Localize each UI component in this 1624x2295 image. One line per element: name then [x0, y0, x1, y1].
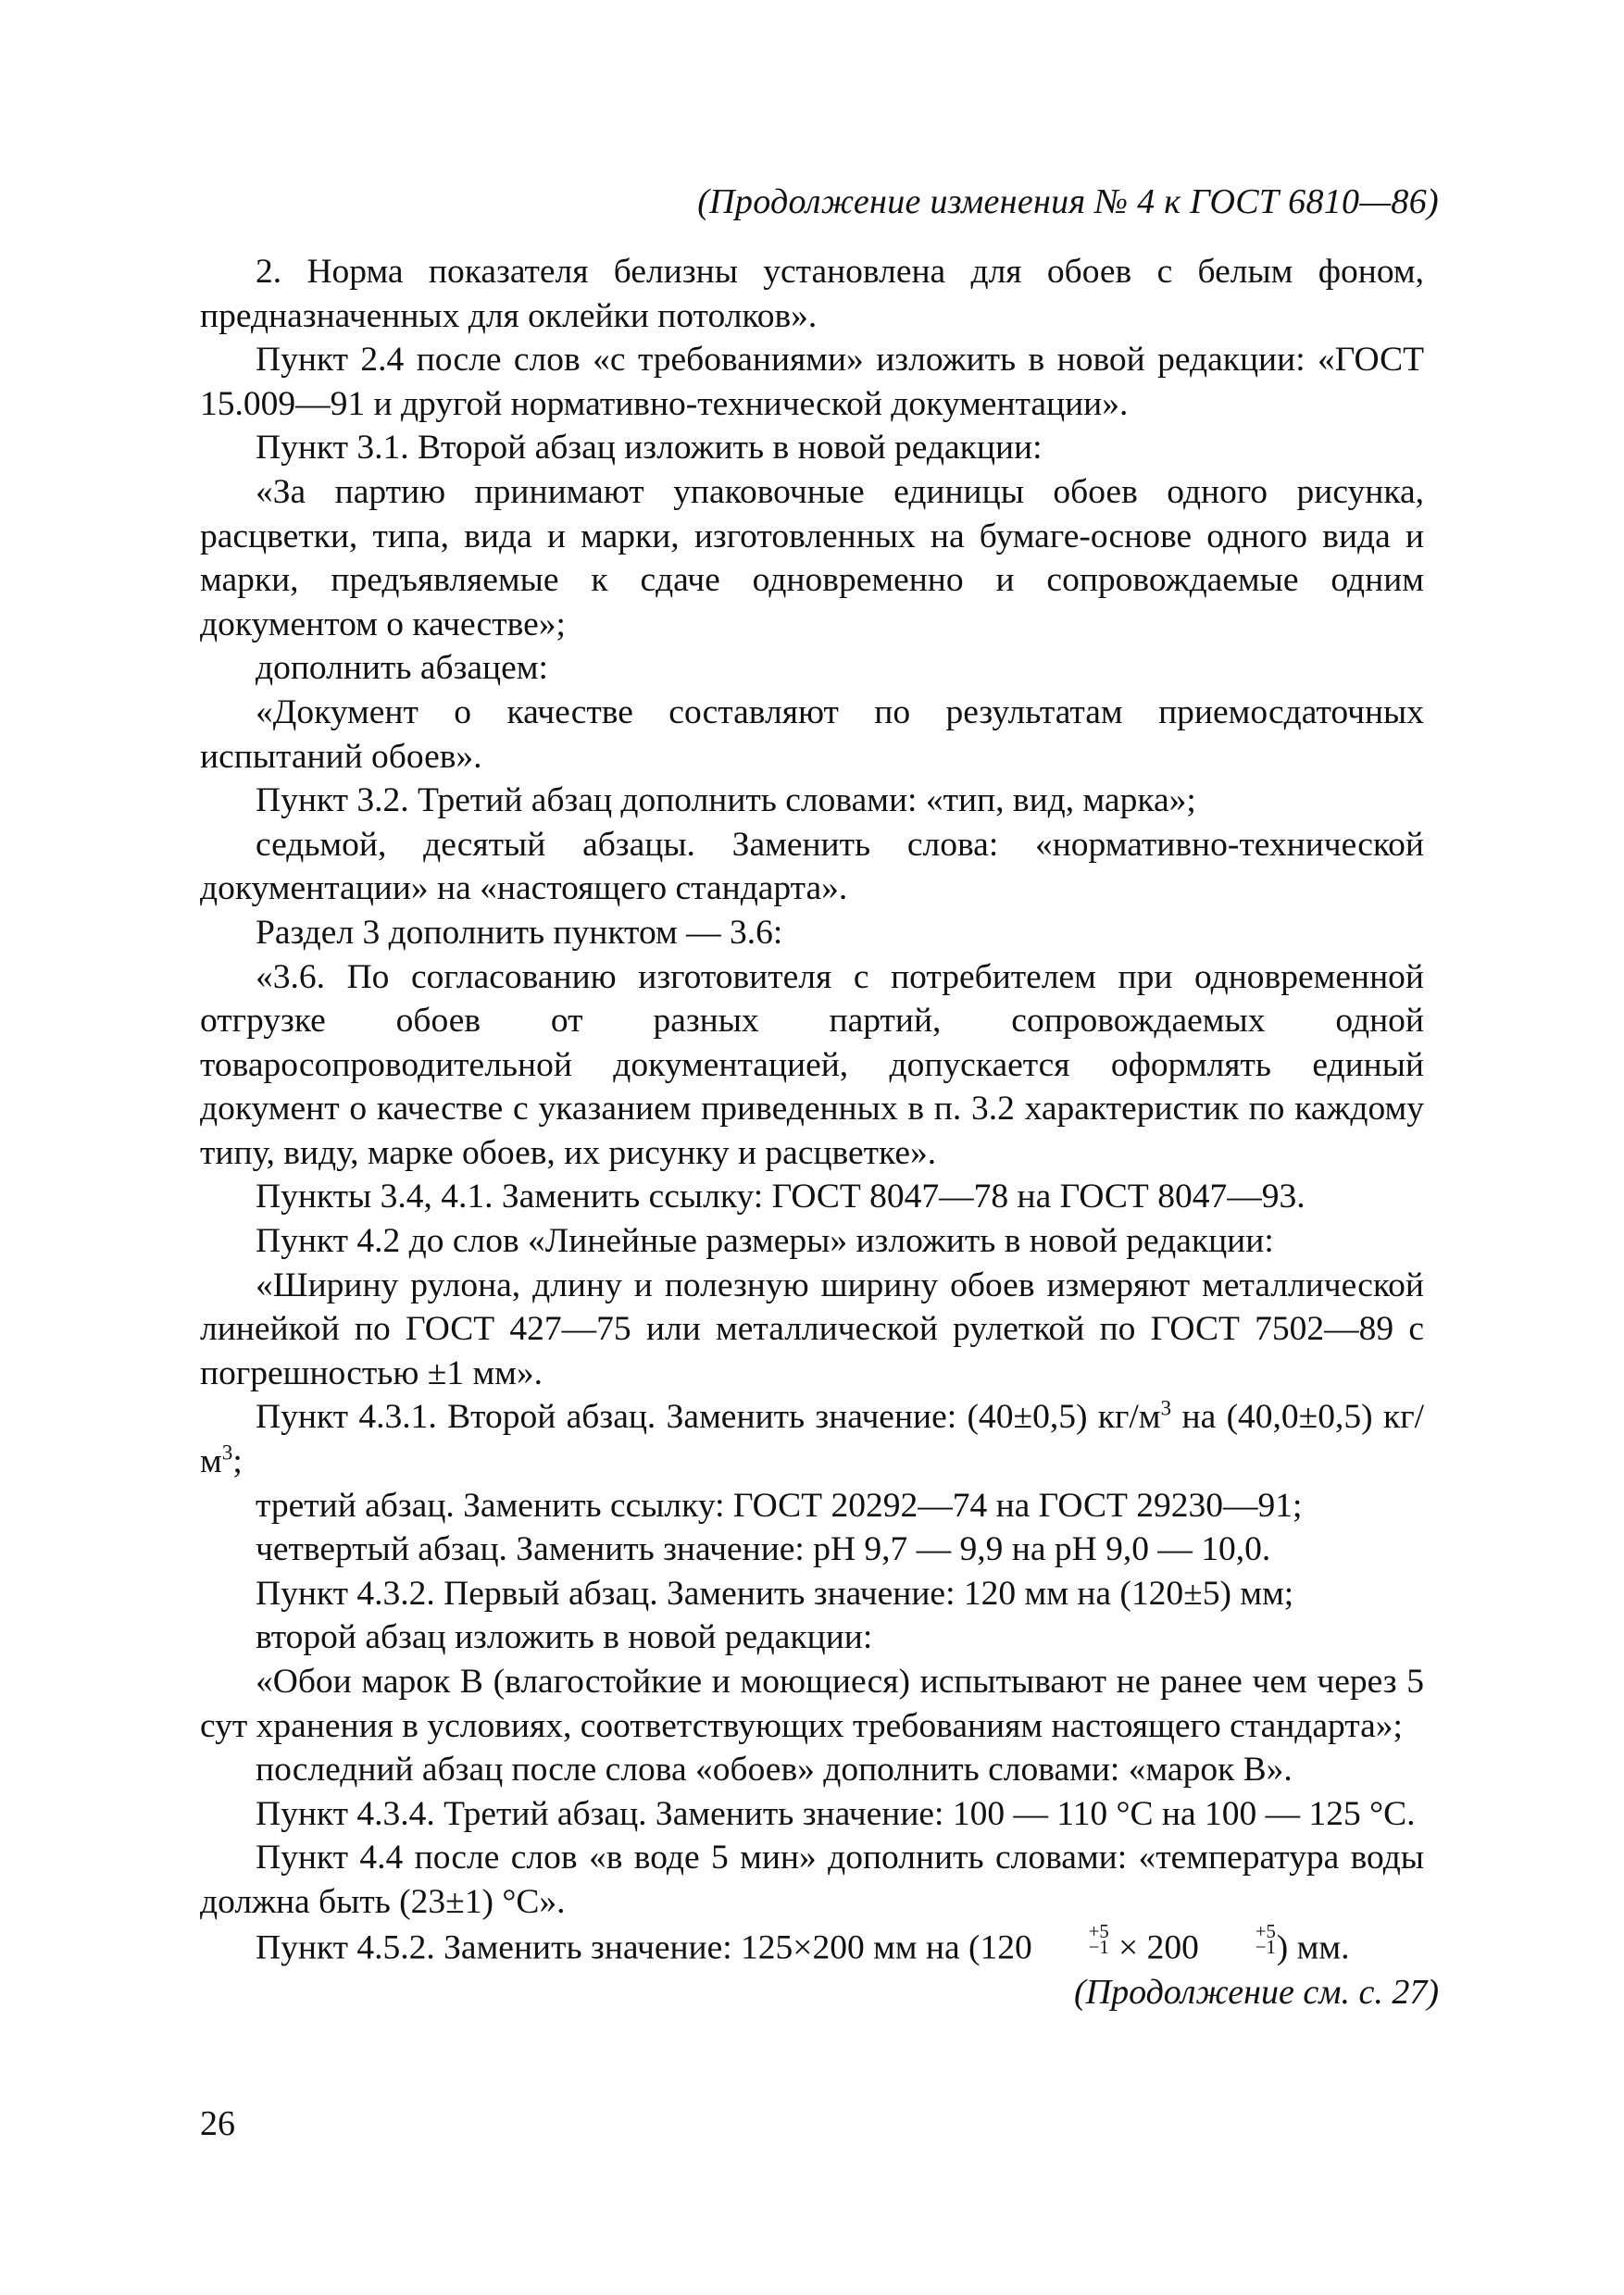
paragraph: «Обои марок В (влагостойкие и моющиеся) испытывают не ранее чем через 5 сут хранения в условиях, соответствующих требованиям настоящего стандарта»;: [200, 1663, 1424, 1745]
paragraph: Пункты 3.4, 4.1. Заменить ссылку: ГОСТ 8047—78 на ГОСТ 8047—93.: [256, 1178, 1305, 1216]
tolerance: [1033, 1921, 1109, 1959]
paragraph: «Ширину рулона, длину и полезную ширину обоев измеряют металлической линейкой по ГОСТ 427—75 или металлической рулеткой по ГОСТ 7502—89 с погрешностью ±1 мм».: [200, 1266, 1424, 1392]
paragraph-text: ) мм.: [1276, 1928, 1350, 1967]
paragraph: дополнить абзацем:: [256, 649, 548, 688]
tolerance-lower: −1: [1255, 1938, 1276, 1959]
paragraph: Пункт 2.4 после слов «с требованиями» изложить в новой редакции: «ГОСТ 15.009—91 и другой нормативно-технической документации».: [200, 341, 1424, 423]
paragraph-text: × 200: [1109, 1928, 1199, 1967]
paragraph-text: на (40,0±0,5) кг/м: [200, 1398, 1424, 1481]
paragraph: последний абзац после слова «обоев» дополнить словами: «марок В».: [256, 1751, 1293, 1790]
paragraph: седьмой, десятый абзацы. Заменить слова: «нормативно-технической документации» на «настоящего стандарта».: [200, 825, 1424, 908]
paragraph: 2. Норма показателя белизны установлена для обоев с белым фоном, предназначенных для оклейки потолков».: [200, 253, 1424, 335]
tolerance-upper: +5: [1255, 1921, 1276, 1942]
tolerance-upper: +5: [1088, 1921, 1109, 1942]
paragraph: Пункт 3.1. Второй абзац изложить в новой редакции:: [256, 429, 1043, 468]
paragraph: четвертый абзац. Заменить значение: pH 9,7 — 9,9 на pH 9,0 — 10,0.: [256, 1530, 1271, 1569]
paragraph: Пункт 4.4 после слов «в воде 5 мин» дополнить словами: «температура воды должна быть (23±1) °С».: [200, 1839, 1424, 1921]
document-body: [200, 250, 1424, 1970]
paragraph-dimensions: [200, 1921, 1424, 1970]
paragraph-text: ;: [232, 1442, 243, 1481]
paragraph-text: Пункт 4.5.2. Заменить значение: 125×200 мм на (120: [256, 1928, 1032, 1967]
paragraph: «Документ о качестве составляют по результатам приемосдаточных испытаний обоев».: [200, 692, 1424, 776]
paragraph-text: Пункт 4.3.1. Второй абзац. Заменить значение: (40±0,5) кг/м: [256, 1398, 1161, 1437]
superscript: 3: [221, 1441, 233, 1466]
paragraph: Раздел 3 дополнить пунктом — 3.6:: [256, 913, 783, 952]
paragraph: второй абзац изложить в новой редакции:: [256, 1618, 873, 1657]
paragraph-density: [200, 1395, 1424, 1483]
paragraph: «За партию принимают упаковочные единицы обоев одного рисунка, расцветки, типа, вида и марки, изготовленных на бумаге-основе одного вида и марки, предъявляемые к сдаче одновременно и сопровождаемые одним документом о качестве»;: [200, 472, 1424, 643]
paragraph: Пункт 3.2. Третий абзац дополнить словами: «тип, вид, марка»;: [256, 781, 1196, 820]
continuation-note: (Продолжение см. с. 27): [1073, 1973, 1439, 2012]
running-header: (Продолжение изменения № 4 к ГОСТ 6810—86): [697, 182, 1439, 221]
tolerance-lower: −1: [1088, 1938, 1109, 1959]
superscript: 3: [1160, 1396, 1172, 1421]
paragraph: «3.6. По согласованию изготовителя с потребителем при одновременной отгрузке обоев от разных партий, сопровождаемых одной товаросопроводительной документацией, допускается оформлять единый документ о качестве с указанием приведенных в п. 3.2 характеристик по каждому типу, виду, марке обоев, их рисунку и расцветке».: [200, 957, 1424, 1172]
tolerance: [1200, 1921, 1276, 1959]
page-number: 26: [200, 2104, 235, 2143]
paragraph: Пункт 4.3.4. Третий абзац. Заменить значение: 100 — 110 °С на 100 — 125 °С.: [256, 1794, 1416, 1833]
paragraph: Пункт 4.3.2. Первый абзац. Заменить значение: 120 мм на (120±5) мм;: [256, 1574, 1294, 1613]
paragraph: третий абзац. Заменить ссылку: ГОСТ 20292—74 на ГОСТ 29230—91;: [256, 1486, 1303, 1525]
paragraph: Пункт 4.2 до слов «Линейные размеры» изложить в новой редакции:: [256, 1222, 1274, 1261]
